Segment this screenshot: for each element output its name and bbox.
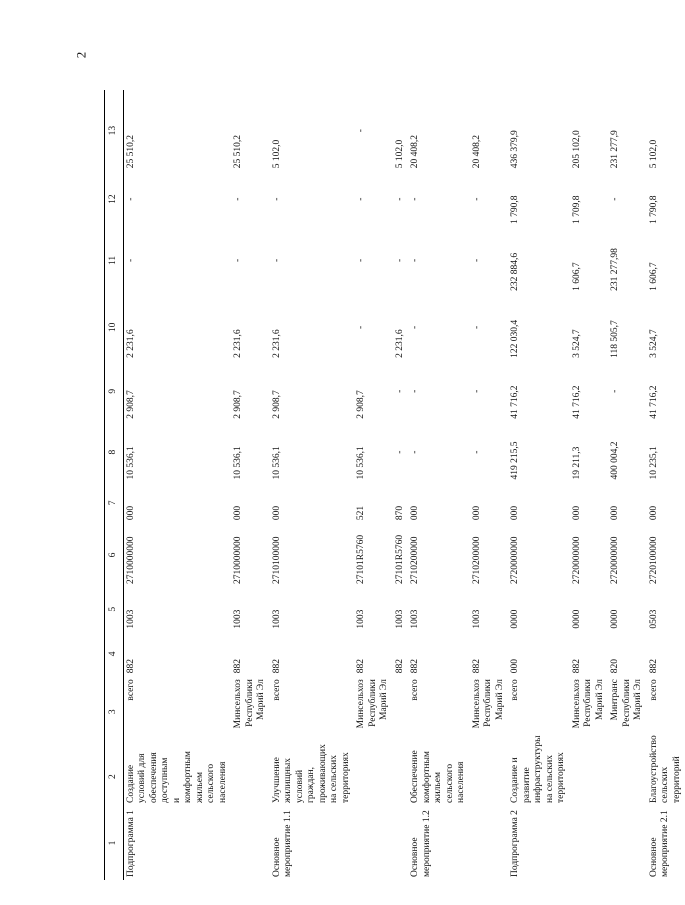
table-cell-col11: - [125, 258, 136, 263]
table-cell-col10: 2 231,6 [125, 329, 136, 358]
table-cell-col6: 2710200000 [471, 536, 482, 584]
table-cell-col13: 231 277,9 [610, 130, 620, 169]
page-number: 2 [73, 51, 89, 59]
table-cell-col7: 000 [648, 505, 659, 521]
table-cell-col10: - [471, 325, 482, 329]
table-cell-col2 [231, 747, 270, 806]
table-cell-col13: 25 510,2 [233, 134, 243, 169]
table-cell-col3: всего [125, 679, 136, 701]
table-cell-col8: - [410, 450, 420, 454]
table-cell-col1 [570, 806, 609, 880]
table-cell-col2 [470, 747, 509, 806]
table-cell-col4: 882 [125, 658, 136, 674]
table-cell-col6: 27101R5760 [356, 534, 366, 584]
table-cell-col4: 882 [471, 658, 482, 674]
table-row [508, 90, 570, 880]
table-cell-col10: - [410, 325, 420, 329]
table-cell-col11: 1 606,7 [571, 262, 582, 291]
table-cell-col9: - [610, 389, 620, 393]
table-cell-col7: 000 [510, 505, 520, 521]
table-cell-col13: 436 379,9 [510, 130, 520, 169]
table-cell-col8: 10 235,1 [648, 446, 659, 480]
table-cell-col13: 5 102,0 [394, 139, 405, 169]
column-header-13: 13 [105, 90, 124, 171]
table-cell-col5: 0000 [610, 609, 620, 629]
column-header-6: 6 [105, 523, 124, 587]
table-cell-col2 [393, 747, 409, 806]
table-cell-col10: 2 231,6 [271, 329, 282, 358]
table-cell-col5: 1003 [471, 609, 482, 629]
table-body [123, 90, 685, 880]
table-cell-col1: Основное мероприятие 1.1 [271, 810, 293, 877]
column-header-12: 12 [105, 171, 124, 227]
table-cell-col8: 10 536,1 [233, 446, 243, 480]
table-cell-col12: - [610, 197, 620, 201]
table-cell-col7: 000 [571, 505, 582, 521]
table-cell-col11: - [410, 258, 420, 263]
table-cell-col6: 2720000000 [571, 536, 582, 584]
table-cell-col1: Подпрограмма 1 [125, 810, 136, 877]
table-cell-col12: - [233, 197, 243, 201]
table-cell-col3: Минсельхоз Республики Марий Эл [571, 679, 605, 729]
table-cell-col13: 5 102,0 [271, 139, 282, 169]
table-cell-col4: 000 [510, 658, 520, 674]
column-header-2: 2 [105, 747, 124, 806]
table-row [647, 90, 685, 880]
table-cell-col2: Создание и развитие инфраструктуры на сельских территориях [510, 735, 566, 803]
table-cell-col12: - [356, 197, 366, 201]
table-cell-col11: - [356, 258, 366, 263]
table-cell-col2: Улучшение жилищных условий граждан, проживающих на сельских территориях [271, 744, 351, 803]
table-cell-col7: 000 [410, 505, 420, 521]
table-cell-col9: 41 716,2 [648, 385, 659, 419]
table-cell-col3: Минтранс Республики Марий Эл [610, 679, 643, 727]
table-cell-col11: 232 884,6 [510, 252, 520, 291]
table-cell-col2: Благоустройство сельских территорий [648, 735, 682, 803]
table-cell-col12: - [125, 197, 136, 201]
table-row [608, 90, 647, 880]
table-cell-col7: 000 [233, 505, 243, 521]
table-cell-col2 [608, 747, 647, 806]
table-row [231, 90, 270, 880]
column-header-1: 1 [105, 806, 124, 880]
table-cell-col3: Минсельхоз Республики Марий Эл [356, 679, 389, 729]
table-cell-col7: 000 [271, 505, 282, 521]
table-cell-col11: - [394, 258, 405, 263]
table-cell-col4: 882 [233, 658, 243, 674]
table-cell-col10: 118 505,7 [610, 320, 620, 358]
column-header-4: 4 [105, 632, 124, 677]
table-cell-col12: - [471, 197, 482, 201]
table-cell-col10: 2 231,6 [233, 329, 243, 358]
table-cell-col9: 2 908,7 [125, 390, 136, 419]
table-cell-col9: 2 908,7 [356, 390, 366, 419]
table-cell-col13: - [356, 129, 366, 133]
table-cell-col5: 0000 [510, 609, 520, 629]
table-cell-col6: 2720000000 [610, 536, 620, 584]
table-cell-col10: - [356, 325, 366, 329]
table-cell-col11: 1 606,7 [648, 262, 659, 291]
table-cell-col6: 2710100000 [271, 536, 282, 584]
table-row [408, 90, 470, 880]
table-cell-col8: - [471, 450, 482, 454]
table-cell-col1: Подпрограмма 2 [510, 810, 520, 877]
table-cell-col7: 870 [394, 505, 405, 521]
table-cell-col3: Минсельхоз Республики Марий Эл [233, 679, 266, 729]
table-cell-col11: - [233, 258, 243, 263]
column-header-9: 9 [105, 361, 124, 422]
table-cell-col1 [608, 806, 647, 880]
table-cell-col10: 3 524,7 [571, 329, 582, 358]
table-cell-col5: 1003 [233, 609, 243, 629]
table-cell-col1: Основное мероприятие 2.1 [648, 810, 670, 877]
table-cell-col4: 882 [410, 658, 420, 674]
table-cell-col10: 2 231,6 [394, 329, 405, 358]
table-cell-col8: 400 004,2 [610, 441, 620, 480]
table-cell-col2: Создание условий для обеспечения доступным и комфортным жильем сельского населения [125, 751, 228, 803]
table-cell-col12: - [271, 197, 282, 201]
table-cell-col7: 000 [610, 505, 620, 521]
table-row [123, 90, 231, 880]
table-cell-col1 [354, 806, 393, 880]
table-cell-col5: 1003 [271, 609, 282, 629]
rotated-page-content [104, 90, 682, 880]
table-cell-col3: всего [271, 679, 282, 701]
table-cell-col8: - [394, 450, 405, 454]
column-header-11: 11 [105, 227, 124, 294]
table-cell-col8: 10 536,1 [356, 446, 366, 480]
table-cell-col7: 000 [471, 505, 482, 521]
table-cell-col12: 1 790,8 [648, 195, 659, 224]
table-cell-col10: 122 030,4 [510, 319, 520, 358]
table-cell-col3: всего [510, 679, 520, 701]
table-row [354, 90, 393, 880]
table-cell-col6: 2720000000 [510, 536, 520, 584]
table-cell-col9: 2 908,7 [233, 390, 243, 419]
table-cell-col5: 1003 [356, 609, 366, 629]
table-cell-col2: Обеспечение комфортным жильем сельского населения [410, 750, 466, 803]
table-header-row [105, 90, 124, 880]
table-cell-col9: 41 716,2 [510, 385, 520, 419]
table-cell-col5: 1003 [410, 609, 420, 629]
table-cell-col13: 5 102,0 [648, 139, 659, 169]
column-header-10: 10 [105, 294, 124, 361]
budget-table [104, 90, 685, 880]
table-cell-col6: 27101R5760 [394, 534, 405, 584]
table-cell-col6: 2710000000 [125, 536, 136, 584]
table-cell-col11: - [271, 258, 282, 263]
table-cell-col9: - [394, 389, 405, 393]
table-cell-col4: 882 [394, 658, 405, 674]
table-cell-col13: 20 408,2 [410, 134, 420, 169]
table-cell-col4: 820 [610, 658, 620, 674]
table-cell-col4: 882 [571, 658, 582, 674]
table-cell-col2 [354, 747, 393, 806]
table-cell-col9: 2 908,7 [271, 390, 282, 419]
table-row [393, 90, 409, 880]
table-cell-col4: 882 [356, 658, 366, 674]
table-cell-col12: 1 790,8 [510, 195, 520, 224]
table-cell-col8: 419 215,5 [510, 441, 520, 480]
table-cell-col10: 3 524,7 [648, 329, 659, 358]
column-header-5: 5 [105, 587, 124, 632]
table-cell-col3: Минсельхоз Республики Марий Эл [471, 679, 505, 729]
table-cell-col3 [393, 676, 409, 747]
table-cell-col12: - [410, 197, 420, 201]
table-cell-col2 [570, 747, 609, 806]
column-header-3: 3 [105, 676, 124, 747]
table-cell-col5: 0503 [648, 609, 659, 629]
table-cell-col11: 231 277,98 [610, 248, 620, 291]
table-cell-col1 [393, 806, 409, 880]
table-cell-col8: 10 536,1 [125, 446, 136, 480]
table-cell-col7: 521 [356, 505, 366, 521]
table-cell-col4: 882 [271, 658, 282, 674]
table-cell-col5: 0000 [571, 609, 582, 629]
table-cell-col1: Основное мероприятие 1.2 [410, 810, 432, 877]
table-cell-col5: 1003 [394, 609, 405, 629]
table-row [470, 90, 509, 880]
table-cell-col8: 19 211,3 [571, 446, 582, 480]
table-cell-col13: 25 510,2 [125, 134, 136, 169]
table-cell-col3: всего [410, 679, 420, 701]
table-cell-col5: 1003 [125, 609, 136, 629]
table-cell-col6: 2710000000 [233, 536, 243, 584]
table-cell-col4: 882 [648, 658, 659, 674]
table-cell-col13: 205 102,0 [571, 130, 582, 169]
table-cell-col12: 1 709,8 [571, 195, 582, 224]
table-cell-col7: 000 [125, 505, 136, 521]
table-row [270, 90, 355, 880]
table-cell-col3: всего [648, 679, 659, 701]
table-cell-col8: 10 536,1 [271, 446, 282, 480]
table-cell-col9: 41 716,2 [571, 385, 582, 419]
table-cell-col1 [470, 806, 509, 880]
table-cell-col6: 2710200000 [410, 536, 420, 584]
table-cell-col13: 20 408,2 [471, 134, 482, 169]
table-cell-col1 [231, 806, 270, 880]
table-row [570, 90, 609, 880]
column-header-8: 8 [105, 422, 124, 483]
table-cell-col9: - [471, 389, 482, 393]
column-header-7: 7 [105, 483, 124, 524]
table-cell-col9: - [410, 389, 420, 393]
table-cell-col6: 2720100000 [648, 536, 659, 584]
table-cell-col11: - [471, 258, 482, 263]
table-cell-col12: - [394, 197, 405, 201]
